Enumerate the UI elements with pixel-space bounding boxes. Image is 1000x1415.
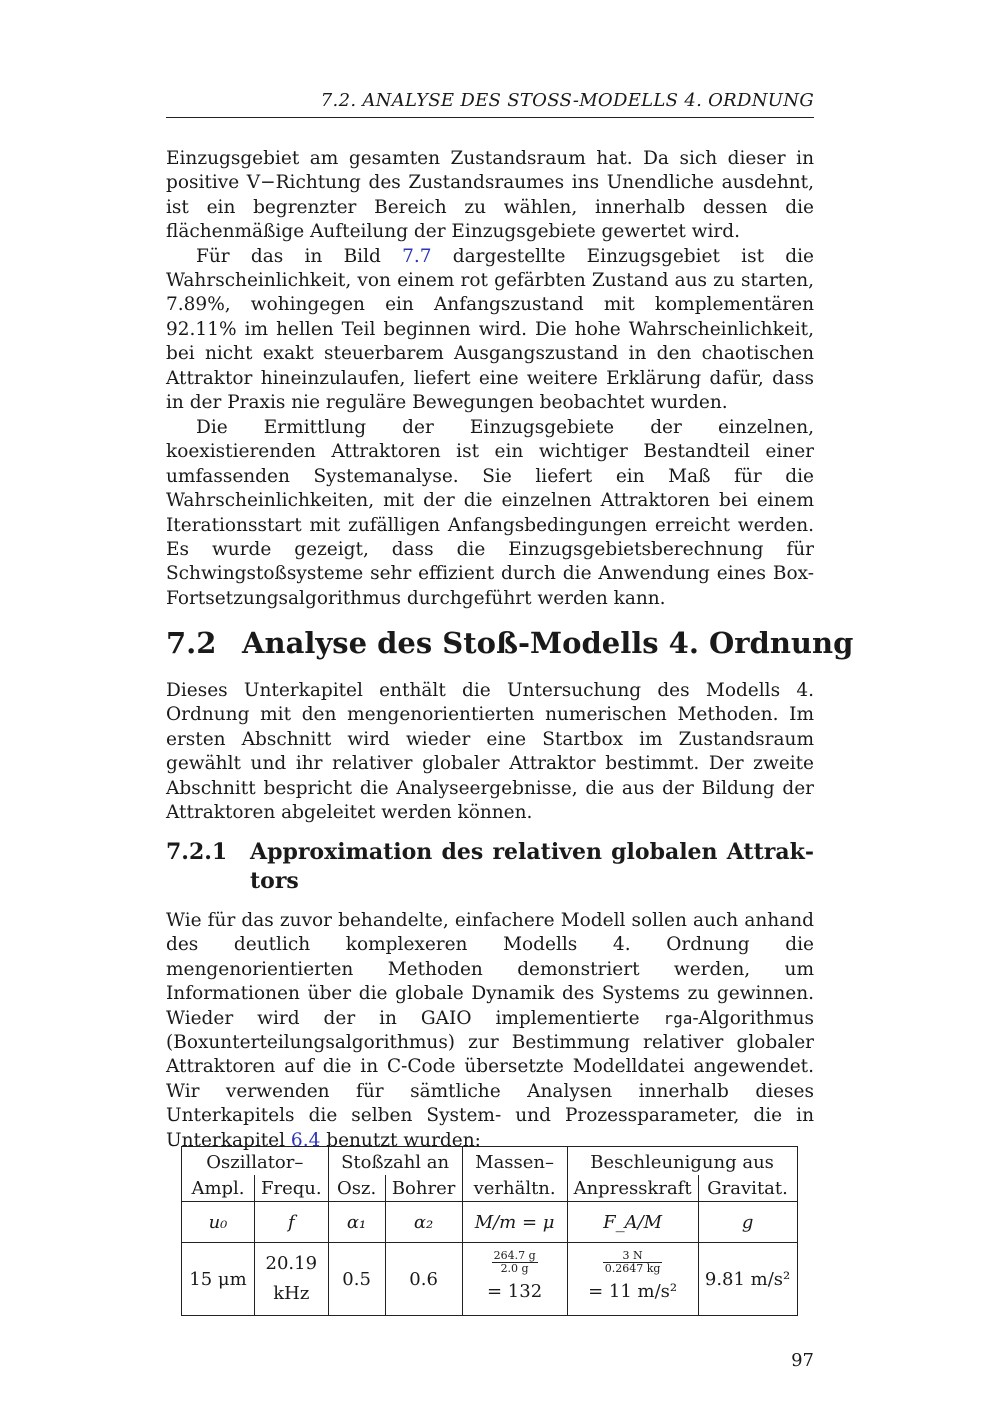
subsection-paragraph [166, 909, 814, 1153]
subsection-text-a: Wie für das zuvor behandelte, einfachere Modell sollen auch anhand des deutlich komplexeren Modells 4. Ordnung die mengenorientierten Methoden demonstriert werden, um Informationen über die globale Dynamik des Systems zu gewinnen. Wieder wird der in GAIO implementierte [166, 910, 814, 1029]
table-header-osz: Osz. [328, 1175, 385, 1202]
table-value-u0: 15 μm [182, 1243, 255, 1316]
table-symbol-u0: u₀ [182, 1202, 255, 1243]
section-heading [166, 626, 853, 660]
paragraph-2-text-a: Für das in Bild [196, 245, 403, 267]
mass-denominator: 2.0 g [500, 1261, 529, 1275]
table-header-anpresskraft: Anpresskraft [567, 1175, 698, 1202]
table-value-alpha1: 0.5 [328, 1243, 385, 1316]
mass-result: = 132 [487, 1280, 543, 1302]
body-text-top [166, 147, 814, 415]
section-number: 7.2 [166, 626, 217, 660]
subsection-heading [166, 838, 814, 896]
paragraph-1: Einzugsgebiet am gesamten Zustandsraum hat. Da sich dieser in positive V−Richtung des Zustandsraumes ins Unendliche ausdehnt, ist ein begrenzter Bereich zu wählen, innerhalb dessen die flächenmäßige Aufteilung der Einzugsgebiete gewertet wird. [166, 148, 814, 243]
subsection-body [166, 909, 814, 1153]
table-symbol-f: f [255, 1202, 329, 1243]
table-symbol-alpha2: α₂ [385, 1202, 462, 1243]
subsection-number: 7.2.1 [166, 839, 228, 865]
table-value-f-number: 20.19 [265, 1253, 318, 1274]
mass-numerator: 264.7 g [493, 1248, 536, 1262]
table-symbol-g: g [698, 1202, 797, 1243]
table-header-bohrer: Bohrer [385, 1175, 462, 1202]
force-fraction [603, 1250, 663, 1275]
section-intro-paragraph: Dieses Unterkapitel enthält die Untersuchung des Modells 4. Ordnung mit den mengenorientierten numerischen Methoden. Im ersten Abschnitt wird wieder eine Startbox im Zustandsraum gewählt und ihr relativer globaler Attraktor bestimmt. Der zweite Abschnitt bespricht die Analyseergebnisse, die aus der Bildung der Attraktoren abgeleitet werden können. [166, 680, 814, 824]
table-symbol-mass-ratio: M/m = μ [462, 1202, 567, 1243]
force-denominator: 0.2647 kg [604, 1261, 661, 1275]
subsection-text-c: benutzt wurden: [320, 1129, 481, 1151]
subsection-text-b: -Algorithmus (Boxunterteilungsalgorithmus) zur Bestimmung relativer globaler Attraktoren auf die in C-Code übersetzte Modelldatei angewendet. Wir verwenden für sämtliche Analysen innerhalb dieses Unterkapitels die selben System- und Prozessparameter, die in Unterkapitel [166, 1007, 814, 1151]
subsection-title: Approximation des relativen globalen Attraktors [250, 839, 814, 894]
body-text-summary [166, 416, 814, 611]
table-value-alpha2: 0.6 [385, 1243, 462, 1316]
table-symbol-fa: F_A/M [567, 1202, 698, 1243]
paragraph-2 [166, 245, 814, 416]
mass-fraction [492, 1250, 538, 1275]
section-intro [166, 679, 814, 825]
page-number: 97 [791, 1350, 814, 1371]
table-value-f-unit: kHz [273, 1283, 310, 1304]
table-header-frequ: Frequ. [255, 1175, 329, 1202]
table-group-mass: Massen– [462, 1147, 567, 1176]
section-title: Analyse des Stoß-Modells 4. Ordnung [242, 626, 854, 660]
table-group-oscillator: Oszillator– [182, 1147, 329, 1176]
figure-ref-link[interactable]: 7.7 [402, 245, 432, 267]
table-value-mass-ratio [462, 1243, 567, 1316]
table-header-ampl: Ampl. [182, 1175, 255, 1202]
paragraph-2-text-b: dargestellte Einzugsgebiet ist die Wahrscheinlichkeit, von einem rot gefärbten Zustand aus zu starten, 7.89%, wohingegen ein Anfangszustand mit komplementären 92.11% im hellen Teil beginnen wird. Die hohe Wahrscheinlichkeit, bei nicht exakt steuerbarem Ausgangszustand in den chaotischen Attraktor hineinzulaufen, liefert eine weitere Erklärung dafür, dass in der Praxis nie reguläre Bewegungen beobachtet wurden. [166, 245, 814, 414]
table-group-acceleration: Beschleunigung aus [567, 1147, 797, 1176]
table-symbol-alpha1: α₁ [328, 1202, 385, 1243]
paragraph-3: Die Ermittlung der Einzugsgebiete der einzelnen, koexistierenden Attraktoren ist ein wichtiger Bestandteil einer umfassenden Systemanalyse. Sie liefert ein Maß für die Wahrscheinlichkeiten, mit der die einzelnen Attraktoren bei einem Iterationsstart mit zufälligen Anfangsbedingungen erreicht werden. Es wurde gezeigt, dass die Einzugsgebietsberechnung für Schwingstoßsysteme sehr effizient durch die Anwendung eines Box-Fortsetzungsalgorithmus durchgeführt werden kann. [166, 417, 814, 609]
table-group-impact: Stoßzahl an [328, 1147, 462, 1176]
running-head: 7.2. ANALYSE DES STOSS-MODELLS 4. ORDNUNG [320, 90, 814, 111]
parameter-table [181, 1146, 798, 1316]
code-rga: rga [663, 1008, 693, 1028]
table-value-g: 9.81 m/s² [698, 1243, 797, 1316]
table-value-f [255, 1243, 329, 1316]
table-header-verhaeltn: verhältn. [462, 1175, 567, 1202]
force-numerator: 3 N [603, 1250, 663, 1263]
force-result: = 11 m/s² [588, 1280, 678, 1302]
section-ref-link[interactable]: 6.4 [290, 1129, 321, 1151]
table-header-gravitat: Gravitat. [698, 1175, 797, 1202]
table-value-fa [567, 1243, 698, 1316]
header-rule [166, 117, 814, 118]
